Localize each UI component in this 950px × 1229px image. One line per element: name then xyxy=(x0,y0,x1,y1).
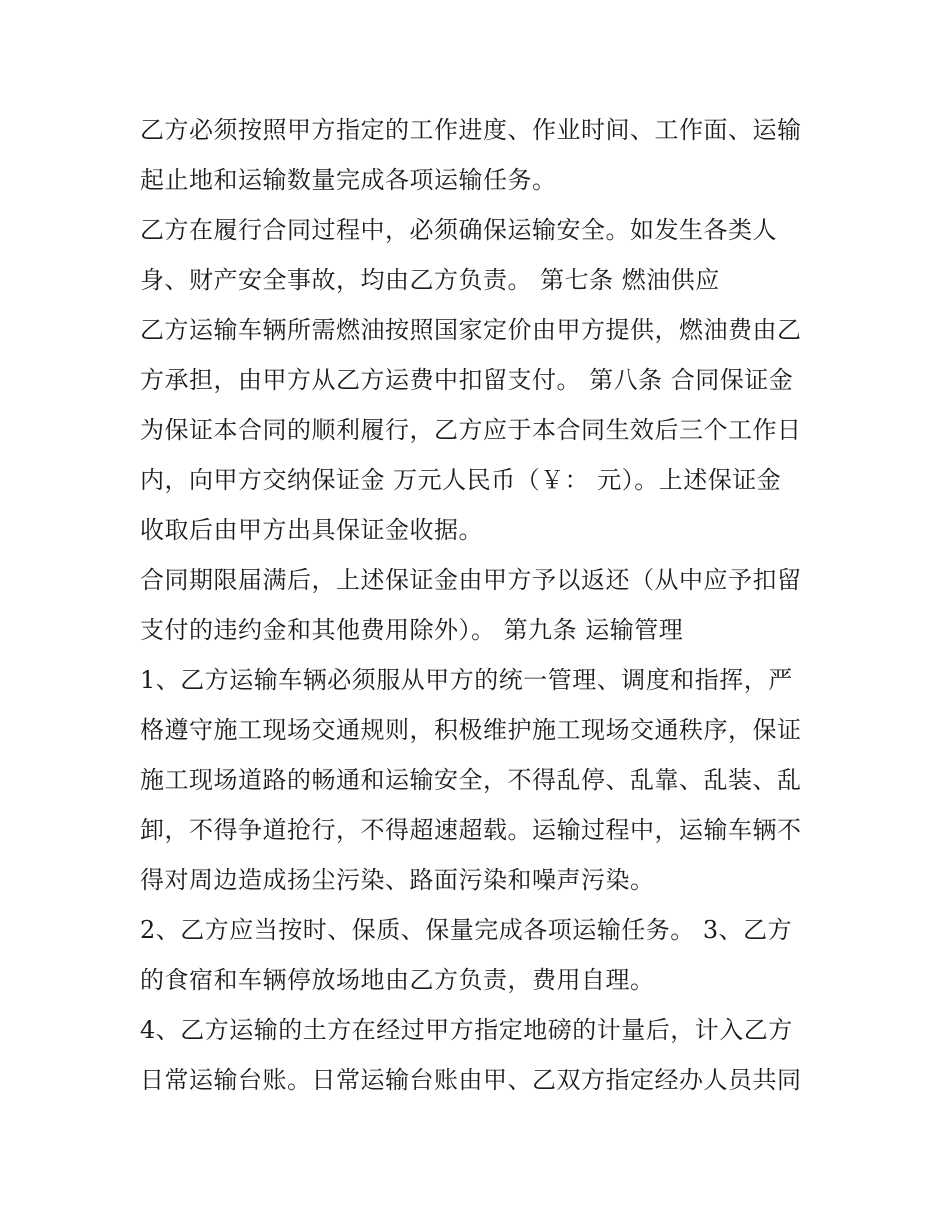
text-line: 为保证本合同的顺利履行，乙方应于本合同生效后三个工作日 xyxy=(140,416,802,444)
text-line: 2、乙方应当按时、保质、保量完成各项运输任务。 3、乙方 xyxy=(140,916,793,944)
text-line: 支付的违约金和其他费用除外）。 第九条 运输管理 xyxy=(140,616,684,644)
text-line: 日常运输台账。日常运输台账由甲、乙双方指定经办人员共同 xyxy=(140,1066,802,1094)
document-body xyxy=(140,105,820,1105)
text-line: 乙方必须按照甲方指定的工作进度、作业时间、工作面、运输 xyxy=(140,116,802,144)
text-line: 合同期限届满后，上述保证金由甲方予以返还（从中应予扣留 xyxy=(140,566,802,594)
text-line: 乙方在履行合同过程中，必须确保运输安全。如发生各类人 xyxy=(140,216,777,244)
text-line: 起止地和运输数量完成各项运输任务。 xyxy=(140,166,557,194)
text-line: 身、财产安全事故，均由乙方负责。 第七条 燃油供应 xyxy=(140,266,720,294)
text-line: 乙方运输车辆所需燃油按照国家定价由甲方提供，燃油费由乙 xyxy=(140,316,802,344)
text-line: 卸，不得争道抢行，不得超速超载。运输过程中，运输车辆不 xyxy=(140,816,802,844)
text-line: 的食宿和车辆停放场地由乙方负责，费用自理。 xyxy=(140,966,655,994)
text-line: 方承担，由甲方从乙方运费中扣留支付。 第八条 合同保证金 xyxy=(140,366,794,394)
text-line: 1、乙方运输车辆必须服从甲方的统一管理、调度和指挥，严 xyxy=(140,666,793,694)
text-line: 格遵守施工现场交通规则，积极维护施工现场交通秩序，保证 xyxy=(140,716,802,744)
text-line: 施工现场道路的畅通和运输安全，不得乱停、乱靠、乱装、乱 xyxy=(140,766,802,794)
text-line: 收取后由甲方出具保证金收据。 xyxy=(140,516,483,544)
text-line: 得对周边造成扬尘污染、路面污染和噪声污染。 xyxy=(140,866,655,894)
text-line: 内，向甲方交纳保证金 万元人民币（￥： 元）。上述保证金 xyxy=(140,466,782,494)
text-line: 4、乙方运输的土方在经过甲方指定地磅的计量后，计入乙方 xyxy=(140,1016,793,1044)
